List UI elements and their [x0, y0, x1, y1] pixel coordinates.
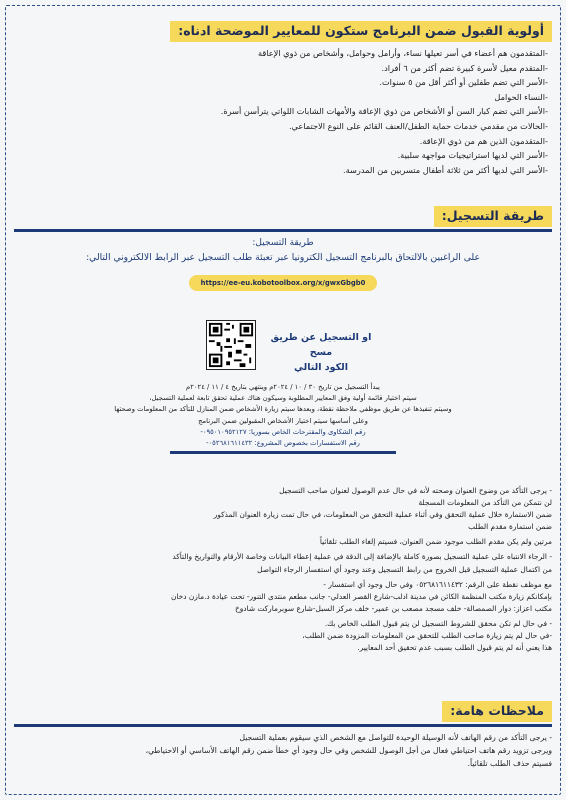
important-section: [14, 700, 552, 770]
priority-item: -المتقدمون الذين هم من ذوي الإعاقة.: [419, 135, 548, 146]
info-line: وسيتم تنفيذها عن طريق موظفي ملاحظة نقطة، وبعدها سيتم زيارة الأشخاص ضمن المنازل للتأكد من المعلومات وصحتها: [114, 405, 452, 414]
note-line: مرتين ولم يكن مقدم الطلب موجود ضمن العنوان، فسيتم إلغاء الطلب تلقائياً: [319, 537, 552, 547]
complaints-number: رقم الشكاوى والمقترحات الخاص بسوريا: ٠٩٥٠١٠٩٥٢١٢٧-: [200, 427, 366, 436]
registration-text: على الراغبين بالالتحاق بالبرنامج التسجيل الكترونيا عبر تعبئة طلب التسجيل عبر الرابط الالكتروني التالي:: [86, 251, 480, 263]
inquiries-number: رقم الاستفسارات بخصوص المشروع: ٠٥٢٦٨١٦١١٤٣٢-: [206, 439, 360, 448]
qr-caption-line2: الكود التالي: [294, 362, 348, 373]
important-line: ويرجى تزويد رقم هاتف احتياطي فعال من أجل الوصول للشخص وفي حال وجود أي خطأ ضمن رقم الهاتف الأساسي أو الاحتياطي،: [145, 745, 552, 755]
important-line: - يرجى التأكد من رقم الهاتف لأنه الوسيلة الوحيدة للتواصل مع الشخص الذي سيقوم بعملية التسجيل: [239, 732, 552, 742]
priority-item: -الأسر التي تضم طفلين أو أكثر أقل من ٥ سنوات.: [379, 77, 548, 88]
note-line: ضمن الاستمارة خلال عملية التحقق وفي أثناء عملية التحقق من المعلومات، في حال تمت زيارة العنوان المذكور: [213, 510, 552, 520]
qr-caption-line1: او التسجيل عن طريق مسح: [270, 332, 372, 358]
priority-item: -المتقدمون هم أعضاء في أسر تعيلها نساء، وأرامل وحوامل، وأشخاص من ذوي الإعاقة: [257, 48, 548, 58]
registration-subtitle: طريقة التسجيل:: [252, 237, 314, 248]
note-line: هذا يعني أنه لم يتم قبول الطلب بسبب عدم تحقيق أحد المعايير.: [357, 643, 552, 653]
notes-block: [14, 485, 552, 654]
note-line: -في حال لم يتم زيارة صاحب الطلب للتحقق من المعلومات المزودة ضمن الطلب،: [302, 631, 552, 641]
note-line: لن نتمكن من التأكد من المعلومات المسجلة: [418, 498, 552, 508]
registration-dates: يبدأ التسجيل من تاريخ ٣٠ / ١٠ / ٢٠٢٤م وينتهي بتاريخ ٤ / ١١ / ٢٠٢٤م: [186, 383, 380, 391]
priority-item: -الأسر التي لديها أكثر من ثلاثة أطفال متسربين من المدرسة.: [343, 164, 548, 175]
priority-section: [14, 20, 552, 177]
note-line: - الرجاء الانتباه على عملية التسجيل بصورة كاملة بالإضافة إلى الدقة في عملية إعطاء البيانات وخاصة الأرقام والتواريخ والتأكد: [172, 552, 552, 562]
registration-heading: طريقة التسجيل:: [434, 206, 552, 227]
note-line: ضمن استمارة مقدم الطلب: [468, 522, 552, 532]
priority-item: -النساء الحوامل: [494, 91, 548, 102]
registration-link[interactable]: https://ee-eu.kobotoolbox.org/x/gwxGbgb0: [189, 275, 378, 291]
qr-row: [0, 320, 566, 373]
priority-item: -المتقدم معيل لأسرة كبيرة تضم أكثر من ٦ أفراد.: [381, 62, 548, 73]
priority-item: -الحالات من مقدمي خدمات حماية الطفل/العنف القائم على النوع الاجتماعي.: [288, 120, 548, 131]
important-line: فسيتم حذف الطلب تلقائياً.: [467, 758, 552, 768]
important-heading: ملاحظات هامة:: [442, 701, 552, 722]
section-divider: [14, 229, 552, 232]
note-line: - يرجى التأكد من وضوح العنوان وصحته لأنه في حال عدم الوصول لعنوان صاحب التسجيل: [279, 486, 552, 495]
section-divider: [14, 724, 552, 727]
info-divider: [170, 451, 396, 454]
note-line: من اكتمال عملية التسجيل قبل الخروج من رابط التسجيل وعند وجود أي استفسار الرجاء التواصل: [257, 564, 552, 574]
note-line: مع موظف نقطة على الرقم: ٠٥٢٦٨١٦١١٤٣٢ وفي حال وجود أي استفسار -: [323, 579, 552, 589]
priority-item: -الأسر التي لديها استراتيجيات مواجهة سلبية.: [397, 150, 548, 161]
qr-code-icon[interactable]: [206, 320, 256, 370]
info-line: سيتم اختيار قائمة أولية وفق المعايير المطلوبة وسيكون هناك عملية تحقق تابعة لعملية التسجيل،: [149, 394, 417, 403]
registration-info: [0, 382, 566, 454]
priority-list: [14, 46, 552, 177]
priority-item: -الأسر التي تضم كبار السن أو الأشخاص من ذوي الإعاقة والأمهات الشابات اللواتي يترأسن أسرة.: [220, 106, 548, 117]
note-line: بإمكانكم زيارة مكتب المنظمة الكائن في مدينة ادلب-شارع القصر العدلي- جانب مطعم منتدى التنور- تحت عيادة د.مازن دخان: [170, 591, 552, 601]
qr-caption: [266, 330, 376, 375]
note-line: مكتب اعزاز: دوار الصمصالة- خلف مسجد مصعب بن عمير- خلف مركز السبل-شارع سوبرماركت شادوخ: [234, 603, 552, 613]
priority-heading: أولوية القبول ضمن البرنامج ستكون للمعايير الموضحة ادناه:: [170, 21, 552, 42]
note-line: - في حال لم تكن محقق للشروط التسجيل لن يتم قبول الطلب الخاص بك.: [324, 618, 552, 628]
registration-section: [14, 205, 552, 291]
info-line: وعلى أساسها سيتم اختيار الأشخاص المقبولين ضمن البرنامج: [198, 416, 368, 425]
